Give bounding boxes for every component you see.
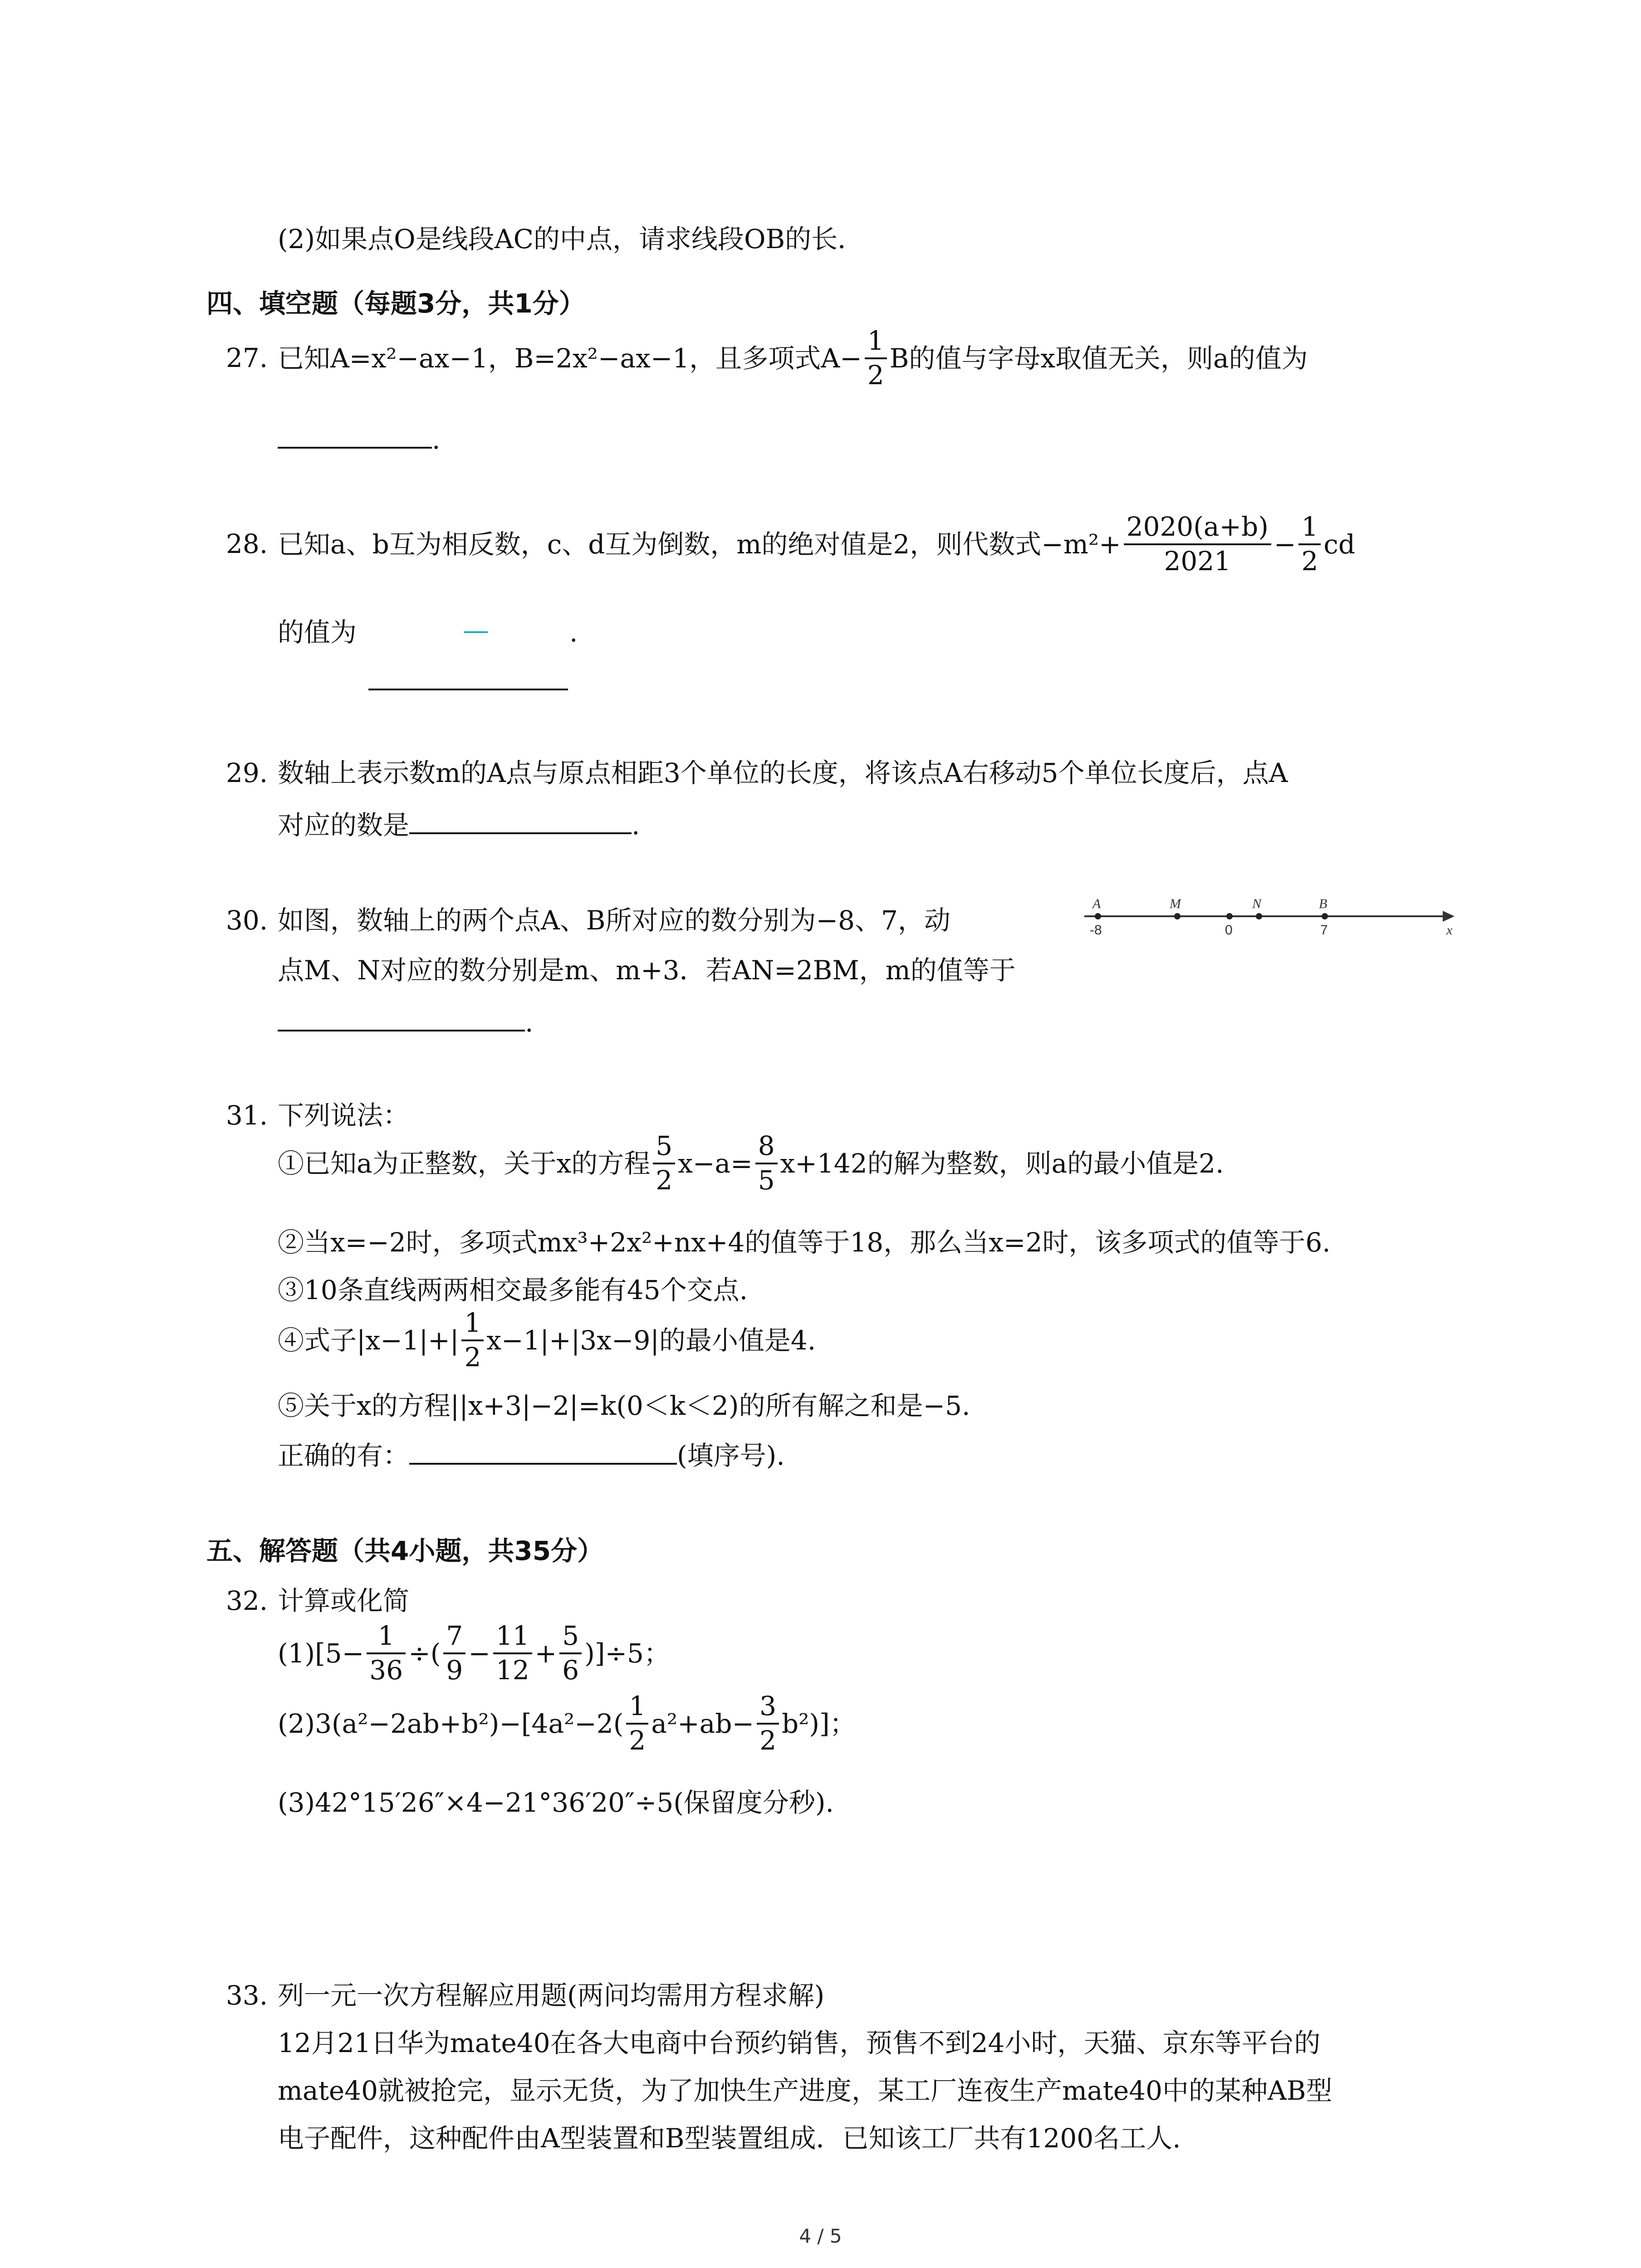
q33-title: 列一元一次方程解应用题(两问均需用方程求解)	[278, 1980, 825, 2011]
tick-7: 7	[1320, 923, 1328, 938]
q32-number: 32.	[226, 1585, 268, 1616]
q27-fraction	[865, 327, 887, 390]
q32-p1-a: (1)[5−	[278, 1638, 364, 1669]
q29-end: .	[632, 810, 640, 841]
q31-item1-frac1-num: 5	[653, 1132, 675, 1164]
q31-item1-pre: ①已知a为正整数，关于x的方程	[278, 1148, 651, 1179]
q31-item1	[278, 1129, 1224, 1198]
q27-answer-line	[278, 426, 440, 453]
q29-line2-wrap	[278, 810, 640, 841]
q32-p1-e: )]÷5；	[584, 1638, 670, 1669]
q30-number: 30.	[226, 905, 268, 936]
q32-p2-frac1-num: 1	[626, 1692, 648, 1725]
q32-p1-frac3-den: 12	[495, 1655, 529, 1686]
label-a: A	[1092, 896, 1101, 911]
q28-fraction-1	[1124, 513, 1271, 576]
q28-frac1-num: 2020(a+b)	[1124, 513, 1271, 545]
q28-text-pre: 已知a、b互为相反数，c、d互为倒数，m的绝对值是2，则代数式−m²+	[278, 529, 1121, 560]
q27-number: 27.	[226, 342, 268, 373]
q28-answer-blank[interactable]	[368, 689, 568, 690]
q31-intro: 下列说法：	[278, 1100, 410, 1131]
q28-text	[278, 510, 1355, 578]
page-number: 4 / 5	[799, 2225, 842, 2247]
tick-minus-8: -8	[1090, 923, 1102, 938]
q31-item1-mid: x−a=	[678, 1148, 753, 1179]
q29-line2: 对应的数是	[278, 810, 410, 841]
q27-end: .	[432, 424, 441, 455]
q30-end: .	[525, 1007, 534, 1038]
q31-item1-frac2-num: 8	[755, 1132, 778, 1164]
q30-line1: 如图，数轴上的两个点A、B所对应的数分别为−8、7，动	[278, 905, 950, 936]
q32-part1	[278, 1619, 670, 1687]
point-a-dot	[1095, 913, 1101, 919]
q32-p1-frac4-den: 6	[562, 1655, 579, 1686]
point-n-dot	[1256, 913, 1262, 919]
q28-text-post: cd	[1323, 529, 1355, 560]
q28-frac1-den: 2021	[1164, 546, 1231, 577]
section5-title: 五、解答题（共4小题，共35分）	[206, 1535, 604, 1566]
q32-p1-d: +	[534, 1638, 557, 1669]
q31-item4-frac	[461, 1309, 484, 1372]
q29-number: 29.	[226, 758, 268, 788]
q32-p2-frac2-den: 2	[759, 1725, 776, 1756]
q27-text-pre: 已知A=x²−ax−1，B=2x²−ax−1，且多项式A−	[278, 343, 862, 374]
number-line-figure	[1080, 889, 1456, 953]
q32-part2	[278, 1690, 856, 1758]
q32-p2-frac1	[626, 1692, 648, 1755]
q31-item4-frac-num: 1	[461, 1309, 484, 1341]
q31-answer-line	[278, 1442, 785, 1469]
q32-p1-frac3-num: 11	[493, 1622, 532, 1654]
q31-item3: ③10条直线两两相交最多能有45个交点.	[278, 1275, 748, 1305]
section4-title: 四、填空题（每题3分，共1分）	[206, 288, 585, 319]
q33-line1: 12月21日华为mate40在各大电商中台预约销售，预售不到24小时，天猫、京东等平台的	[278, 2028, 1321, 2058]
q30-line2: 点M、N对应的数分别是m、m+3．若AN=2BM，m的值等于	[278, 955, 1016, 986]
label-b: B	[1319, 896, 1327, 911]
q32-p1-frac1-den: 36	[369, 1655, 403, 1686]
q31-item1-post: x+142的解为整数，则a的最小值是2.	[780, 1148, 1224, 1179]
q32-p2-a: (2)3(a²−2ab+b²)−[4a²−2(	[278, 1708, 624, 1739]
q28-frac2-den: 2	[1301, 546, 1318, 577]
q32-part3: (3)42°15′26″×4−21°36′20″÷5(保留度分秒).	[278, 1787, 834, 1818]
q27-frac-num: 1	[865, 327, 887, 359]
q31-item1-frac1	[653, 1132, 675, 1195]
q32-p1-frac2-num: 7	[443, 1622, 465, 1654]
q32-p2-c: b²)]；	[781, 1708, 856, 1739]
q32-p1-frac2-den: 9	[446, 1655, 463, 1686]
q31-item4-pre: ④式子|x−1|+|	[278, 1325, 459, 1356]
q29-answer-blank[interactable]	[409, 832, 632, 834]
number-line-arrow	[1443, 911, 1455, 922]
q27-text	[278, 327, 1308, 390]
q32-p1-b: ÷(	[408, 1638, 441, 1669]
q26-part2: (2)如果点O是线段AC的中点，请求线段OB的长．	[278, 224, 864, 254]
q33-line3: 电子配件，这种配件由A型装置和B型装置组成．已知该工厂共有1200名工人.	[278, 2123, 1181, 2154]
q31-item5: ⑤关于x的方程||x+3|−2|=k(0＜k＜2)的所有解之和是−5.	[278, 1390, 970, 1421]
q31-answer-blank[interactable]	[409, 1462, 677, 1465]
tick-0: 0	[1225, 923, 1233, 938]
q32-p1-c: −	[468, 1638, 490, 1669]
point-m-dot	[1174, 913, 1181, 919]
q31-item2: ②当x=−2时，多项式mx³+2x²+nx+4的值等于18，那么当x=2时，该多项式的值等于6.	[278, 1227, 1331, 1258]
label-x: x	[1446, 923, 1453, 938]
q32-title: 计算或化简	[278, 1585, 410, 1616]
q31-number: 31.	[226, 1100, 268, 1131]
q31-item1-frac1-den: 2	[656, 1165, 673, 1196]
q31-answer-label: 正确的有：	[278, 1440, 410, 1471]
q28-frac2-num: 1	[1298, 513, 1321, 545]
point-origin-dot	[1226, 913, 1233, 919]
q31-answer-end: (填序号).	[677, 1440, 785, 1471]
q28-text-mid: −	[1274, 529, 1296, 560]
q32-p1-frac1-num: 1	[367, 1622, 406, 1654]
q30-line3	[278, 1009, 533, 1036]
q32-p1-frac4	[559, 1622, 582, 1685]
q29-line1: 数轴上表示数m的A点与原点相距3个单位的长度，将该点A右移动5个单位长度后，点A	[278, 758, 1288, 788]
label-m: M	[1170, 896, 1181, 911]
q28-end: .	[569, 617, 578, 648]
q32-p1-frac2	[443, 1622, 465, 1685]
q33-line2: mate40就被抢完，显示无货，为了加快生产进度，某工厂连夜生产mate40中的某种AB型	[278, 2075, 1332, 2106]
q33-number: 33.	[226, 1980, 268, 2011]
q32-p2-frac2	[757, 1692, 779, 1755]
point-b-dot	[1322, 913, 1328, 919]
q31-item1-frac2-den: 5	[758, 1165, 775, 1196]
q28-fraction-2	[1298, 513, 1321, 576]
q27-text-post: B的值与字母x取值无关，则a的值为	[889, 343, 1308, 374]
q27-frac-den: 2	[867, 360, 884, 391]
q30-answer-blank[interactable]	[278, 1029, 525, 1031]
q32-p1-frac1	[367, 1622, 406, 1685]
label-n: N	[1252, 896, 1262, 911]
q28-line2: 的值为	[278, 617, 357, 648]
q32-p1-frac4-num: 5	[559, 1622, 582, 1654]
q28-number: 28.	[226, 528, 268, 559]
q31-item4-post: x−1|+|3x−9|的最小值是4.	[486, 1325, 816, 1356]
q32-p1-frac3	[493, 1622, 532, 1685]
q32-p2-frac1-den: 2	[629, 1725, 646, 1756]
q31-item4-frac-den: 2	[464, 1342, 481, 1373]
q28-mark: —	[463, 615, 489, 645]
q31-item4	[278, 1306, 816, 1374]
q32-p2-frac2-num: 3	[757, 1692, 779, 1725]
q32-p2-b: a²+ab−	[651, 1708, 754, 1739]
q31-item1-frac2	[755, 1132, 778, 1195]
q27-answer-blank[interactable]	[278, 446, 432, 449]
